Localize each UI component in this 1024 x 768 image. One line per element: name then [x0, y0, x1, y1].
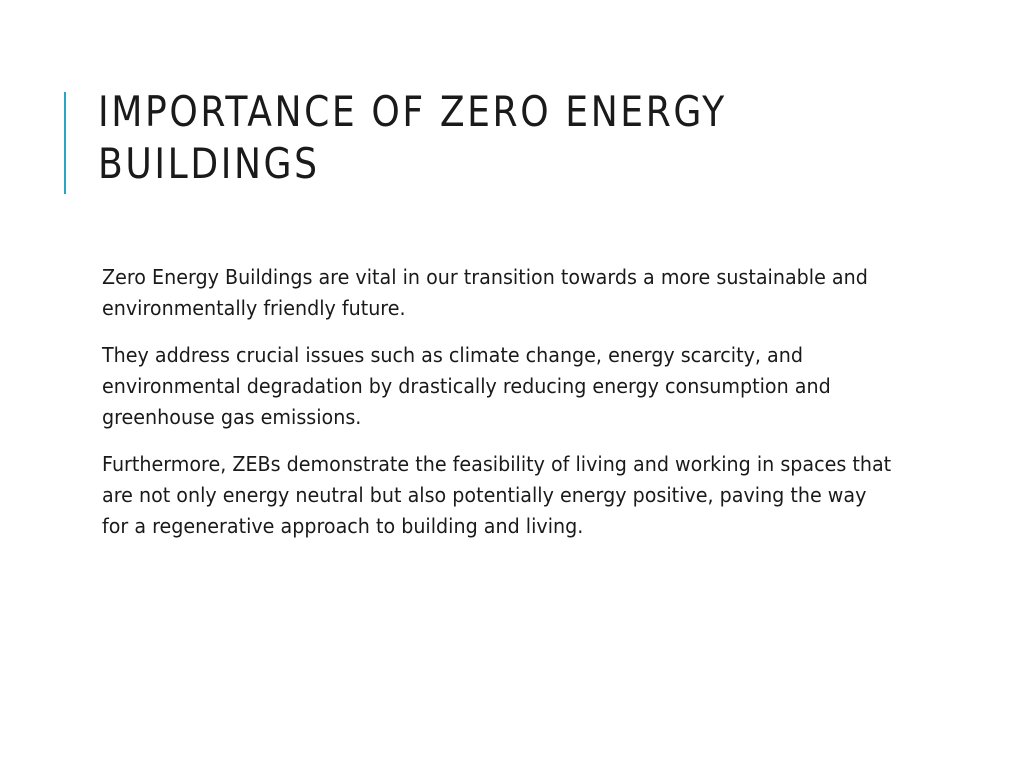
body-paragraph: Furthermore, ZEBs demonstrate the feasibility of living and working in spaces that are not only energy neutral but also potentially energy positive, paving the way for a regenerative approach to building and living.: [102, 452, 892, 538]
slide-title: IMPORTANCE OF ZERO ENERGY BUILDINGS: [98, 87, 727, 188]
slide-body: [102, 262, 902, 558]
body-paragraph: Zero Energy Buildings are vital in our transition towards a more sustainable and environmentally friendly future.: [102, 265, 868, 320]
title-accent-bar: [64, 92, 66, 194]
body-paragraph: They address crucial issues such as climate change, energy scarcity, and environmental degradation by drastically reducing energy consumption and greenhouse gas emissions.: [102, 343, 831, 429]
